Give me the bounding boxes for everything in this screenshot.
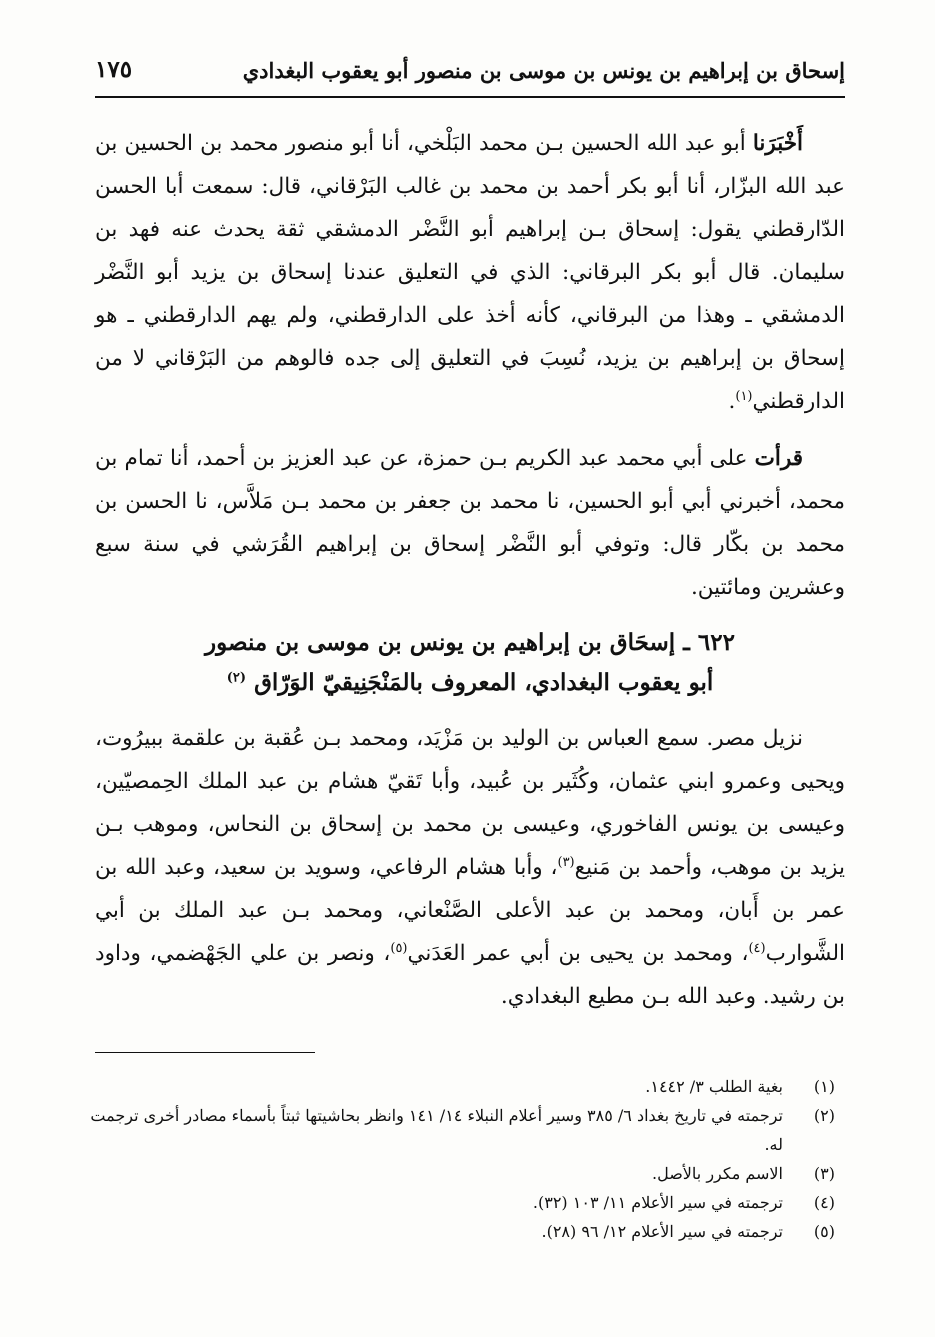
entry-heading-line-2 bbox=[95, 663, 845, 703]
paragraph-3-part-3: ، ومحمد بن يحيى بن أبي عمر العَدَني bbox=[407, 941, 749, 966]
footnote-ref-2[interactable]: (٢) bbox=[226, 670, 247, 686]
entry-heading bbox=[95, 623, 845, 703]
paragraph-1 bbox=[95, 122, 845, 423]
footnote-ref-4[interactable]: (٤) bbox=[748, 940, 766, 956]
footnote-2-text: ترجمته في تاريخ بغداد ٦/ ٣٨٥ وسير أعلام النبلاء ١٤/ ١٤١ وانظر بحاشيتها ثبتاً بأسماء مصادر أخرى ترجمت له. bbox=[90, 1106, 783, 1154]
entry-heading-line-2-text: أبو يعقوب البغدادي، المعروف بالمَنْجَنِيقيّ الوَرّاق bbox=[254, 669, 714, 696]
page-number: ١٧٥ bbox=[95, 56, 133, 83]
paragraph-1-text: أبو عبد الله الحسين بـن محمد البَلْخي، أنا أبو منصور محمد بن الحسين بن عبد الله البزّار، أنا أبو بكر أحمد بن محمد بن غالب البَرْقاني، قال: سمعت أبا الحسن الدّارقطني يقول: إسحاق بـن إبراهيم أبو النَّضْر الدمشقي ثقة يحدث عنه فهد بن سليمان. قال أبو بكر البرقاني: الذي في التعليق عندنا إسحاق بن يزيد أبو النَّضْر الدمشقي ـ وهذا من البرقاني، كأنه أخذ على الدارقطني، ولم يهم الدارقطني ـ هو إسحاق بن إبراهيم بن يزيد، نُسِبَ في التعليق إلى جده فالوهم من البَرْقاني لا من الدارقطني bbox=[95, 131, 845, 414]
main-text bbox=[95, 122, 845, 1032]
paragraph-2-lead: قرأت bbox=[754, 446, 803, 471]
footnote-3 bbox=[85, 1159, 835, 1188]
paragraph-2 bbox=[95, 437, 845, 609]
footnote-ref-3[interactable]: (٣) bbox=[557, 854, 575, 870]
footnote-1 bbox=[85, 1072, 835, 1101]
footnote-1-number: (١) bbox=[813, 1077, 835, 1096]
paragraph-1-end: . bbox=[728, 389, 736, 414]
footnote-ref-1[interactable]: (١) bbox=[735, 388, 753, 404]
paragraph-2-text: على أبي محمد عبد الكريم بـن حمزة، عن عبد العزيز بن أحمد، أنا تمام بن محمد، أخبرني أبي أبو الحسين، نا محمد بن جعفر بن محمد بـن مَلاَّس، نا الحسن بن محمد بن بكّار قال: وتوفي أبو النَّضْر إسحاق بن إبراهيم القُرَشي في سنة سبع وعشرين ومائتين. bbox=[95, 446, 845, 600]
footnote-5 bbox=[85, 1217, 835, 1246]
footnote-4 bbox=[85, 1188, 835, 1217]
footnote-2 bbox=[85, 1101, 835, 1159]
paragraph-3-part-2: ، وأبا هشام الرفاعي، وسويد بن سعيد، وعبد الله بن عمر بن أَبان، ومحمد بن عبد الأعلى الصَّنْعاني، ومحمد بـن عبد الملك بن أبي الشَّوارب bbox=[95, 855, 846, 966]
footnote-1-text: بغية الطلب ٣/ ١٤٤٢. bbox=[645, 1077, 783, 1096]
footnote-separator bbox=[95, 1052, 315, 1053]
paragraph-3-part-1: نزيل مصر. سمع العباس بن الوليد بن مَزْيَد، ومحمد بـن عُقبة بن علقمة ببيرُوت، ويحيى وعمرو ابني عثمان، وكُثَير بن عُبيد، وأبا تَقيّ هشام بن عبد الملك الحِمصيّين، وعيسى بن يونس الفاخوري، وعيسى بن محمد بن إسحاق بن النحاس، وموهب بـن يزيد بن موهب، وأحمد بن مَنيع bbox=[95, 726, 845, 880]
footnote-4-number: (٤) bbox=[813, 1193, 835, 1212]
footnote-4-text: ترجمته في سير الأعلام ١١/ ١٠٣ (٣٢). bbox=[532, 1193, 783, 1212]
paragraph-1-lead: أَخْبَرَنا bbox=[752, 131, 804, 156]
footnote-5-text: ترجمته في سير الأعلام ١٢/ ٩٦ (٢٨). bbox=[541, 1222, 783, 1241]
running-title: إسحاق بن إبراهيم بن يونس بن موسى بن منصور أبو يعقوب البغدادي bbox=[242, 58, 845, 83]
paragraph-3 bbox=[95, 717, 845, 1018]
footnotes bbox=[85, 1072, 835, 1246]
footnote-3-text: الاسم مكرر بالأصل. bbox=[652, 1164, 783, 1183]
footnote-3-number: (٣) bbox=[813, 1164, 835, 1183]
footnote-2-number: (٢) bbox=[813, 1106, 835, 1125]
page-header bbox=[95, 52, 845, 98]
footnote-5-number: (٥) bbox=[813, 1222, 835, 1241]
footnote-ref-5[interactable]: (٥) bbox=[390, 940, 408, 956]
paragraph-3-part-4: ، ونصر بن علي الجَهْضمي، وداود بن رشيد. وعبد الله بـن مطيع البغدادي. bbox=[95, 941, 845, 1009]
entry-heading-line-1: ٦٢٢ ـ إسحَاق بن إبراهيم بن يونس بن موسى بن منصور bbox=[205, 629, 735, 656]
